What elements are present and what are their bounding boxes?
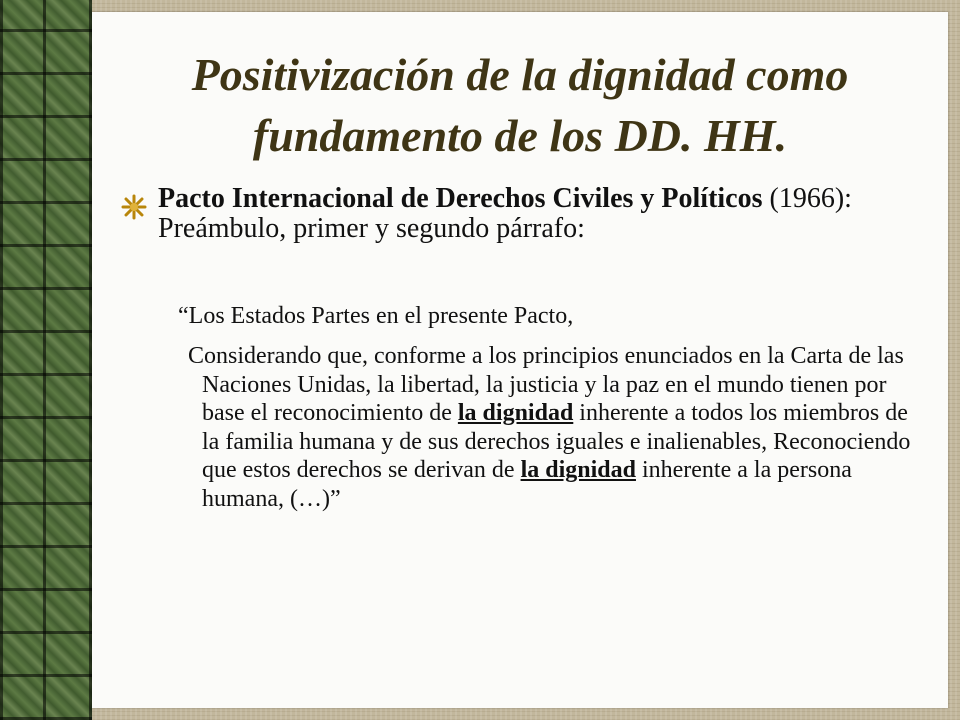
starburst-bullet-icon <box>120 193 148 221</box>
quote-text-1: Considerando que, conforme a los principios enunciados en la Carta de las Naciones Unidas, la libertad, la justicia y la paz en el mundo tienen por base el reconocimiento de <box>188 343 904 426</box>
bullet-rest-text: (1966): Preámbulo, primer y segundo párrafo: <box>158 183 852 244</box>
quote-text-3: inherente a la persona humana, (…)” <box>202 457 852 512</box>
quote-opening: “Los Estados Partes en el presente Pacto, <box>178 303 574 329</box>
emphasis-dignidad-2: la dignidad <box>520 457 636 483</box>
title-line-2: fundamento de los DD. HH. <box>252 110 788 161</box>
title-line-1: Positivización de la dignidad como <box>191 49 849 100</box>
treaty-name: Pacto Internacional de Derechos Civiles y Políticos <box>158 183 763 214</box>
bullet-paragraph <box>158 184 888 244</box>
quote-body <box>188 342 922 513</box>
decorative-tile-strip <box>0 0 92 720</box>
emphasis-dignidad-1: la dignidad <box>457 400 574 426</box>
quote-text-2: inherente a todos los miembros de la familia humana y de sus derechos iguales e inalienables, Reconociendo que estos derechos se derivan de <box>202 400 911 483</box>
slide-title <box>92 44 948 166</box>
